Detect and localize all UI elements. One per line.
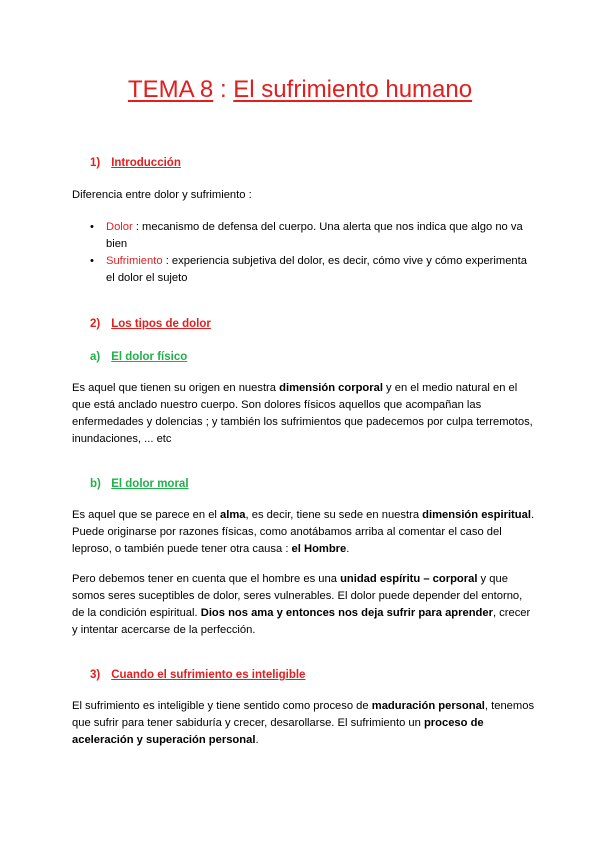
bold-text: dimensión corporal: [279, 382, 383, 394]
section-number: 1): [90, 157, 101, 169]
text-run: , tenemos que sufrir para tener sabiduría y crecer, desarollarse. El sufrimiento un: [72, 700, 535, 729]
text-run: y que somos seres suceptibles de dolor, seres vulnerables. El dolor puede depender del entorno, de la condición espiritual.: [72, 573, 523, 619]
text-run: Es aquel que tienen su origen en nuestra: [72, 382, 280, 394]
text-run: . Puede originarse por razones físicas, como anotábamos arriba al comentar el caso del leproso, o también puede tener otra causa :: [72, 509, 535, 555]
text-run: .: [255, 734, 259, 746]
text-run: , crecer y intentar acercarse de la perfección.: [72, 607, 531, 636]
paragraph-physical-pain: [72, 380, 537, 448]
section-2-heading: [90, 316, 211, 332]
section-label: Cuando el sufrimiento es inteligible: [111, 669, 306, 681]
title-prefix: TEMA 8: [127, 76, 214, 103]
title-separator: :: [213, 76, 234, 103]
bold-text: alma: [220, 509, 246, 521]
subsection-a-heading: [90, 349, 187, 365]
section-label: Introducción: [111, 157, 181, 169]
term-label: Sufrimiento: [106, 255, 163, 267]
text-run: y en el medio natural en el que está anclado nuestro cuerpo. Son dolores físicos aquellos que acompañan las enfermedades y dolencias ; y también los sufrimientos que padecemos por culpa terremotos, inundaciones, ... etc: [72, 382, 533, 445]
term-definition: : mecanismo de defensa del cuerpo. Una alerta que nos indica que algo no va bien: [106, 221, 523, 250]
list-item: [72, 219, 536, 253]
bold-text: maduración personal: [371, 700, 485, 712]
bold-text: dimensión espiritual: [422, 509, 531, 521]
title-main: El sufrimiento humano: [233, 76, 473, 103]
text-run: .: [346, 543, 350, 555]
bold-text: unidad espíritu – corporal: [340, 573, 478, 585]
section-number: b): [90, 478, 101, 490]
term-label: Dolor: [106, 221, 133, 233]
subsection-b-heading: [90, 476, 189, 492]
bullet-icon: •: [90, 221, 94, 233]
section-number: a): [90, 351, 101, 363]
section-label: El dolor moral: [111, 478, 189, 490]
paragraph-moral-pain: [72, 507, 537, 558]
bold-text: Dios nos ama y entonces nos deja sufrir para aprender: [200, 607, 493, 619]
section-3-heading: [90, 667, 305, 683]
bullet-icon: •: [90, 255, 94, 267]
page-title: [0, 72, 600, 108]
list-item: [72, 253, 536, 287]
definition-list: [72, 219, 536, 287]
text-run: Pero debemos tener en cuenta que el hombre es una: [72, 573, 341, 585]
text-run: , es decir, tiene su sede en nuestra: [245, 509, 423, 521]
section-label: Los tipos de dolor: [111, 318, 211, 330]
bold-text: proceso de aceleración y superación personal: [72, 717, 484, 746]
section-number: 3): [90, 669, 101, 681]
text-run: El sufrimiento es inteligible y tiene sentido como proceso de: [72, 700, 372, 712]
paragraph-intelligible: [72, 698, 537, 749]
intro-text: Diferencia entre dolor y sufrimiento :: [72, 189, 252, 201]
section-number: 2): [90, 318, 101, 330]
text-run: Es aquel que se parece en el: [72, 509, 221, 521]
section-label: El dolor físico: [111, 351, 188, 363]
paragraph-unity: [72, 571, 537, 639]
bold-text: el Hombre: [291, 543, 347, 555]
section-1-heading: [90, 155, 181, 171]
term-definition: : experiencia subjetiva del dolor, es decir, cómo vive y cómo experimenta el dolor el sujeto: [106, 255, 527, 284]
